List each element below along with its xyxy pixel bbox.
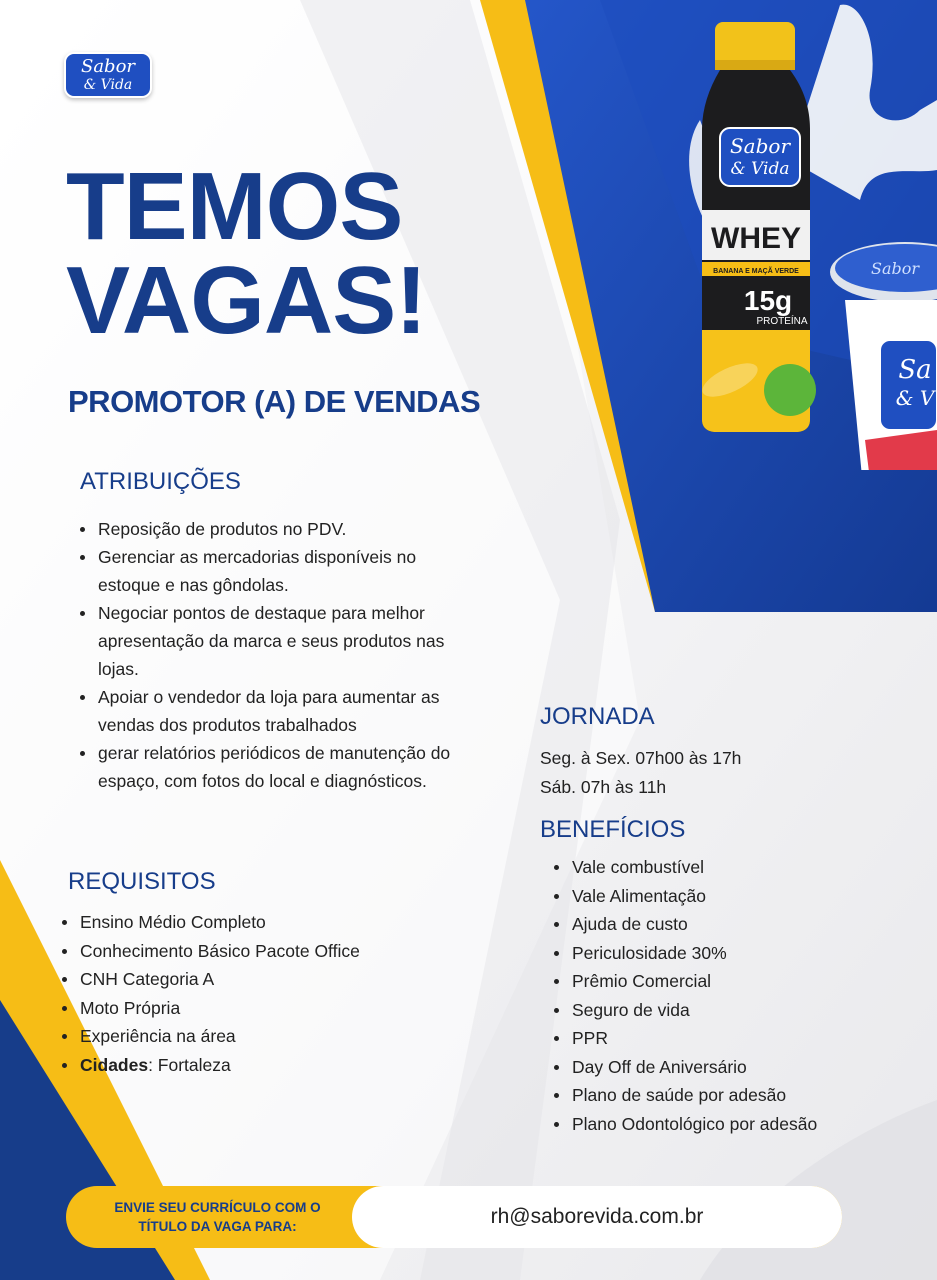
jornada-weekdays: Seg. à Sex. 07h00 às 17h: [540, 748, 742, 768]
apple-graphic: [764, 364, 816, 416]
list-item: CNH Categoria A: [62, 965, 422, 994]
milk-splash: [790, 5, 937, 200]
cup-lid-brand: Sabor: [870, 259, 920, 278]
list-item: Periculosidade 30%: [554, 939, 844, 968]
cidades-value: : Fortaleza: [148, 1054, 231, 1075]
product-image: [670, 0, 937, 470]
jornada-schedule: [540, 744, 741, 801]
bottle-whey-label: WHEY: [711, 222, 801, 255]
job-title: PROMOTOR (A) DE VENDAS: [68, 384, 481, 419]
list-item: Day Off de Aniversário: [554, 1053, 844, 1082]
list-item: Negociar pontos de destaque para melhor apresentação da marca e seus produtos nas lojas.: [80, 599, 480, 683]
cta-label-line2: TÍTULO DA VAGA PARA:: [138, 1219, 297, 1234]
requisitos-list: [62, 908, 422, 1079]
headline-line2: VAGAS!: [66, 247, 427, 354]
beneficios-heading: BENEFÍCIOS: [540, 816, 686, 843]
list-item: Seguro de vida: [554, 996, 844, 1025]
bottle-logo-line2: & Vida: [730, 159, 790, 179]
bottle-logo-line1: Sabor: [729, 134, 791, 158]
jornada-heading: JORNADA: [540, 703, 655, 730]
list-item: PPR: [554, 1024, 844, 1053]
list-item: Vale Alimentação: [554, 882, 844, 911]
list-item: Plano Odontológico por adesão: [554, 1110, 844, 1139]
list-item: Plano de saúde por adesão: [554, 1081, 844, 1110]
atribuicoes-list: [80, 515, 480, 795]
cta-label-line1: ENVIE SEU CURRÍCULO COM O: [114, 1200, 321, 1215]
cup-brand-line2: & V: [895, 386, 935, 410]
cidades-label: Cidades: [80, 1054, 149, 1075]
requisitos-heading: REQUISITOS: [68, 868, 216, 895]
brand-logo-line2: & Vida: [83, 77, 133, 93]
list-item: Experiência na área: [62, 1022, 422, 1051]
list-item: Ajuda de custo: [554, 910, 844, 939]
bottle-flavor-label: BANANA E MAÇÃ VERDE: [713, 268, 799, 275]
cup-brand-line1: Sa: [898, 355, 932, 385]
list-item: Conhecimento Básico Pacote Office: [62, 937, 422, 966]
email-link[interactable]: rh@saborevida.com.br: [352, 1186, 842, 1248]
cta-label: [90, 1198, 345, 1236]
jornada-saturday: Sáb. 07h às 11h: [540, 776, 667, 797]
list-item: gerar relatórios periódicos de manutenção do espaço, com fotos do local e diagnósticos.: [80, 739, 480, 795]
bottle-protein-word: PROTEÍNA: [756, 316, 808, 327]
brand-logo: [64, 52, 152, 98]
list-item-cidades: [62, 1051, 422, 1080]
list-item: Reposição de produtos no PDV.: [80, 515, 480, 543]
bottle-protein-amount: 15g: [743, 285, 793, 316]
atribuicoes-heading: ATRIBUIÇÕES: [80, 468, 241, 495]
headline-line1: TEMOS: [66, 153, 403, 260]
list-item: Gerenciar as mercadorias disponíveis no estoque e nas gôndolas.: [80, 543, 480, 599]
list-item: Prêmio Comercial: [554, 967, 844, 996]
brand-logo-line1: Sabor: [80, 56, 136, 77]
list-item: Ensino Médio Completo: [62, 908, 422, 937]
headline: [66, 153, 427, 354]
list-item: Apoiar o vendedor da loja para aumentar as vendas dos produtos trabalhados: [80, 683, 480, 739]
list-item: Vale combustível: [554, 853, 844, 882]
list-item: Moto Própria: [62, 994, 422, 1023]
beneficios-list: [554, 853, 844, 1138]
